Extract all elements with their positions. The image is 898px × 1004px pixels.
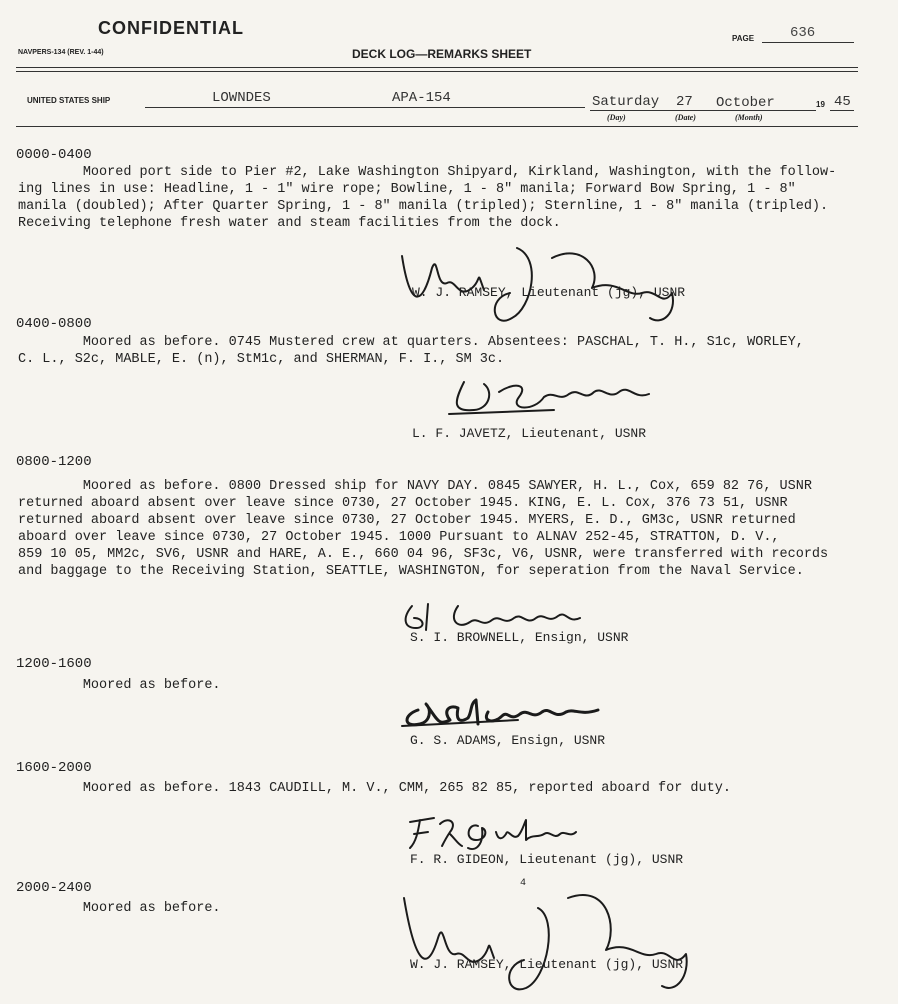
classification-heading: CONFIDENTIAL — [98, 18, 244, 38]
hull-number: APA-154 — [392, 90, 451, 106]
page-label: PAGE — [732, 34, 755, 43]
watch-time: 1200-1600 — [16, 656, 92, 672]
watch-remarks: Moored port side to Pier #2, Lake Washington Shipyard, Kirkland, Washington, with the follow- ing lines in use: Headline, 1 - 1" wire rope; Bowline, 1 - 8" manila; Forward Bow Spring, 1 - 8" manila (doubled); After Quarter Spring, 1 - 8" manila (tripled); Sternline, 1 - 8" manila (tripled). Receiving telephone fresh water and steam facilities from the dock. — [18, 165, 837, 231]
ship-label: UNITED STATES SHIP — [27, 96, 111, 105]
header-top-rule — [16, 67, 858, 68]
date-caption: (Date) — [675, 113, 696, 122]
watch-time: 2000-2400 — [16, 880, 92, 896]
watch-time: 1600-2000 — [16, 760, 92, 776]
watch-time: 0800-1200 — [16, 454, 92, 470]
log-day: Saturday — [592, 94, 660, 110]
watch-signature: S. I. BROWNELL, Ensign, USNR — [410, 630, 629, 645]
page-number-rule — [762, 42, 854, 43]
log-month: October — [716, 95, 775, 111]
watch-time: 0400-0800 — [16, 316, 92, 332]
watch-remarks: Moored as before. 0800 Dressed ship for NAVY DAY. 0845 SAWYER, H. L., Cox, 659 82 76, USNR returned aboard absent over leave since 0730, 27 October 1945. KING, E. L. Cox, 376 73 51, USNR returned aboard absent over leave since 0730, 27 October 1945. MYERS, E. D., GM3c, USNR returned aboard over leave since 0730, 27 October 1945. 1000 Pursuant to ALNAV 252-45, STRATTON, D. V., 859 10 05, MM2c, SV6, USNR and HARE, A. E., 660 04 96, SF3c, V6, USNR, were transferred with records and baggage to the Receiving Station, SEATTLE, WASHINGTON, for seperation from the Naval Service. — [18, 479, 829, 579]
header-top-rule-2 — [16, 71, 858, 72]
watch-remarks: Moored as before. — [18, 901, 221, 916]
watch-remarks: Moored as before. 1843 CAUDILL, M. V., CMM, 265 82 85, reported aboard for duty. — [18, 781, 731, 796]
date-rule — [590, 110, 816, 111]
log-date: 27 — [676, 94, 693, 110]
watch-signature: W. J. RAMSEY, Lieutenant (jg), USNR — [410, 957, 684, 972]
stray-mark: 4 — [520, 878, 527, 889]
handwritten-signature — [404, 812, 579, 852]
watch-signature: G. S. ADAMS, Ensign, USNR — [410, 733, 606, 748]
ship-name-rule — [145, 107, 585, 108]
form-number: NAVPERS-134 (REV. 1-44) — [18, 49, 104, 56]
watch-signature: W. J. RAMSEY, Lieutenant (jg), USNR — [412, 285, 686, 300]
year-prefix: 19 — [816, 100, 825, 109]
watch-time: 0000-0400 — [16, 147, 92, 163]
handwritten-signature — [398, 888, 698, 1000]
log-year: 45 — [834, 94, 851, 110]
watch-remarks: Moored as before. 0745 Mustered crew at quarters. Absentees: PASCHAL, T. H., S1c, WORLEY, C. L., S2c, MABLE, E. (n), StM1c, and SHERMAN, F. I., SM 3c. — [18, 335, 804, 367]
watch-remarks: Moored as before. — [18, 678, 221, 693]
watch-signature: F. R. GIDEON, Lieutenant (jg), USNR — [410, 852, 684, 867]
month-caption: (Month) — [735, 113, 763, 122]
header-bottom-rule — [16, 126, 858, 127]
year-rule — [830, 110, 854, 111]
handwritten-signature — [444, 372, 664, 422]
sheet-title: DECK LOG—REMARKS SHEET — [352, 47, 532, 61]
ship-name: LOWNDES — [212, 90, 271, 106]
handwritten-signature — [392, 238, 692, 330]
watch-signature: L. F. JAVETZ, Lieutenant, USNR — [412, 426, 647, 441]
handwritten-signature — [398, 690, 608, 734]
day-caption: (Day) — [607, 113, 626, 122]
page-number: 636 — [790, 25, 816, 41]
